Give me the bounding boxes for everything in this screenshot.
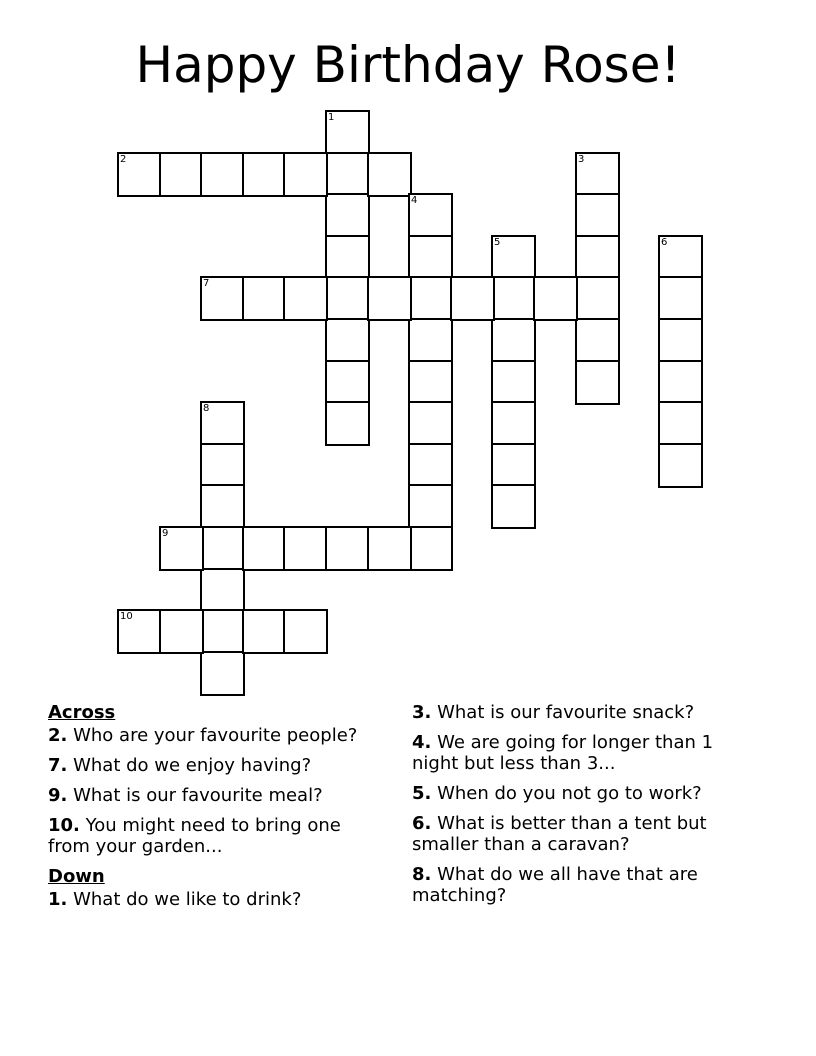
crossword-cell[interactable] xyxy=(491,276,536,321)
clue-text: What do we all have that are matching? xyxy=(412,864,698,906)
clue-number-label: 4 xyxy=(411,195,418,206)
clues-left-column xyxy=(48,702,388,919)
crossword-cell[interactable] xyxy=(242,276,287,321)
crossword-cell[interactable] xyxy=(325,401,370,446)
clue-text: You might need to bring one from your garden... xyxy=(48,815,341,857)
page-title: Happy Birthday Rose! xyxy=(135,36,681,94)
clue-item xyxy=(412,864,752,906)
crossword-cell[interactable] xyxy=(658,443,703,488)
crossword-cell[interactable] xyxy=(658,401,703,446)
crossword-cell[interactable] xyxy=(325,235,370,280)
crossword-cell[interactable] xyxy=(283,526,328,571)
clue-item xyxy=(48,889,388,910)
crossword-cell[interactable] xyxy=(491,235,536,280)
crossword-cell[interactable] xyxy=(159,609,204,654)
crossword-cell[interactable] xyxy=(325,193,370,238)
crossword-cell[interactable] xyxy=(117,609,162,654)
clue-number: 3. xyxy=(412,702,432,723)
clue-number-label: 10 xyxy=(120,611,133,622)
clue-number-label: 8 xyxy=(203,403,210,414)
clue-number: 1. xyxy=(48,889,68,910)
clue-number: 6. xyxy=(412,813,432,834)
clue-heading-across: Across xyxy=(48,702,116,723)
clue-number: 8. xyxy=(412,864,432,885)
crossword-cell[interactable] xyxy=(200,568,245,613)
crossword-cell[interactable] xyxy=(575,276,620,321)
clue-text: What do we like to drink? xyxy=(67,889,302,910)
clue-number: 7. xyxy=(48,755,68,776)
crossword-cell[interactable] xyxy=(159,526,204,571)
crossword-cell[interactable] xyxy=(325,318,370,363)
crossword-cell[interactable] xyxy=(325,152,370,197)
clue-number-label: 6 xyxy=(661,237,668,248)
crossword-cell[interactable] xyxy=(242,609,287,654)
crossword-cell[interactable] xyxy=(491,360,536,405)
crossword-cell[interactable] xyxy=(367,526,412,571)
clue-heading-down: Down xyxy=(48,866,105,887)
clue-number: 4. xyxy=(412,732,432,753)
clue-number-label: 7 xyxy=(203,278,210,289)
clue-text: Who are your favourite people? xyxy=(67,725,358,746)
crossword-cell[interactable] xyxy=(491,318,536,363)
clue-item xyxy=(412,783,752,804)
crossword-cell[interactable] xyxy=(242,152,287,197)
crossword-cell[interactable] xyxy=(283,276,328,321)
clue-item xyxy=(48,785,388,806)
crossword-cell[interactable] xyxy=(408,318,453,363)
crossword-cell[interactable] xyxy=(408,401,453,446)
clue-item xyxy=(48,755,388,776)
clue-number-label: 9 xyxy=(162,528,169,539)
crossword-cell[interactable] xyxy=(408,526,453,571)
clue-text: What do we enjoy having? xyxy=(67,755,312,776)
crossword-cell[interactable] xyxy=(117,152,162,197)
crossword-cell[interactable] xyxy=(200,651,245,696)
crossword-cell[interactable] xyxy=(491,484,536,529)
crossword-cell[interactable] xyxy=(408,235,453,280)
crossword-cell[interactable] xyxy=(658,235,703,280)
crossword-cell[interactable] xyxy=(325,110,370,155)
crossword-cell[interactable] xyxy=(491,443,536,488)
clue-text: What is our favourite snack? xyxy=(431,702,695,723)
crossword-cell[interactable] xyxy=(283,152,328,197)
clue-item xyxy=(48,725,388,746)
crossword-cell[interactable] xyxy=(658,276,703,321)
crossword-cell[interactable] xyxy=(283,609,328,654)
clues-right-column xyxy=(412,702,752,915)
crossword-cell[interactable] xyxy=(575,235,620,280)
crossword-cell[interactable] xyxy=(200,276,245,321)
crossword-cell[interactable] xyxy=(367,276,412,321)
crossword-cell[interactable] xyxy=(159,152,204,197)
clue-text: When do you not go to work? xyxy=(431,783,702,804)
crossword-cell[interactable] xyxy=(408,360,453,405)
crossword-cell[interactable] xyxy=(200,443,245,488)
crossword-cell[interactable] xyxy=(367,152,412,197)
crossword-cell[interactable] xyxy=(491,401,536,446)
clue-number: 9. xyxy=(48,785,68,806)
crossword-cell[interactable] xyxy=(575,152,620,197)
crossword-cell[interactable] xyxy=(200,526,245,571)
crossword-cell[interactable] xyxy=(325,276,370,321)
crossword-cell[interactable] xyxy=(408,193,453,238)
clue-text: What is better than a tent but smaller than a caravan? xyxy=(412,813,707,855)
clue-number: 2. xyxy=(48,725,68,746)
clue-item xyxy=(412,702,752,723)
clue-item xyxy=(412,732,752,774)
clue-item xyxy=(412,813,752,855)
crossword-cell[interactable] xyxy=(325,526,370,571)
clue-item xyxy=(48,815,388,857)
clue-number-label: 5 xyxy=(494,237,501,248)
crossword-cell[interactable] xyxy=(450,276,495,321)
crossword-cell[interactable] xyxy=(242,526,287,571)
clue-text: We are going for longer than 1 night but less than 3... xyxy=(412,732,714,774)
crossword-cell[interactable] xyxy=(200,401,245,446)
crossword-cell[interactable] xyxy=(200,484,245,529)
clue-number-label: 3 xyxy=(578,154,585,165)
crossword-cell[interactable] xyxy=(575,193,620,238)
crossword-cell[interactable] xyxy=(325,360,370,405)
crossword-cell[interactable] xyxy=(408,484,453,529)
crossword-cell[interactable] xyxy=(200,152,245,197)
clue-text: What is our favourite meal? xyxy=(67,785,323,806)
crossword-cell[interactable] xyxy=(658,318,703,363)
clue-number: 10. xyxy=(48,815,80,836)
crossword-cell[interactable] xyxy=(575,318,620,363)
crossword-cell[interactable] xyxy=(408,276,453,321)
crossword-cell[interactable] xyxy=(575,360,620,405)
crossword-cell[interactable] xyxy=(200,609,245,654)
clue-number-label: 1 xyxy=(328,112,335,123)
crossword-cell[interactable] xyxy=(658,360,703,405)
crossword-cell[interactable] xyxy=(408,443,453,488)
crossword-cell[interactable] xyxy=(533,276,578,321)
clue-number: 5. xyxy=(412,783,432,804)
clue-number-label: 2 xyxy=(120,154,127,165)
